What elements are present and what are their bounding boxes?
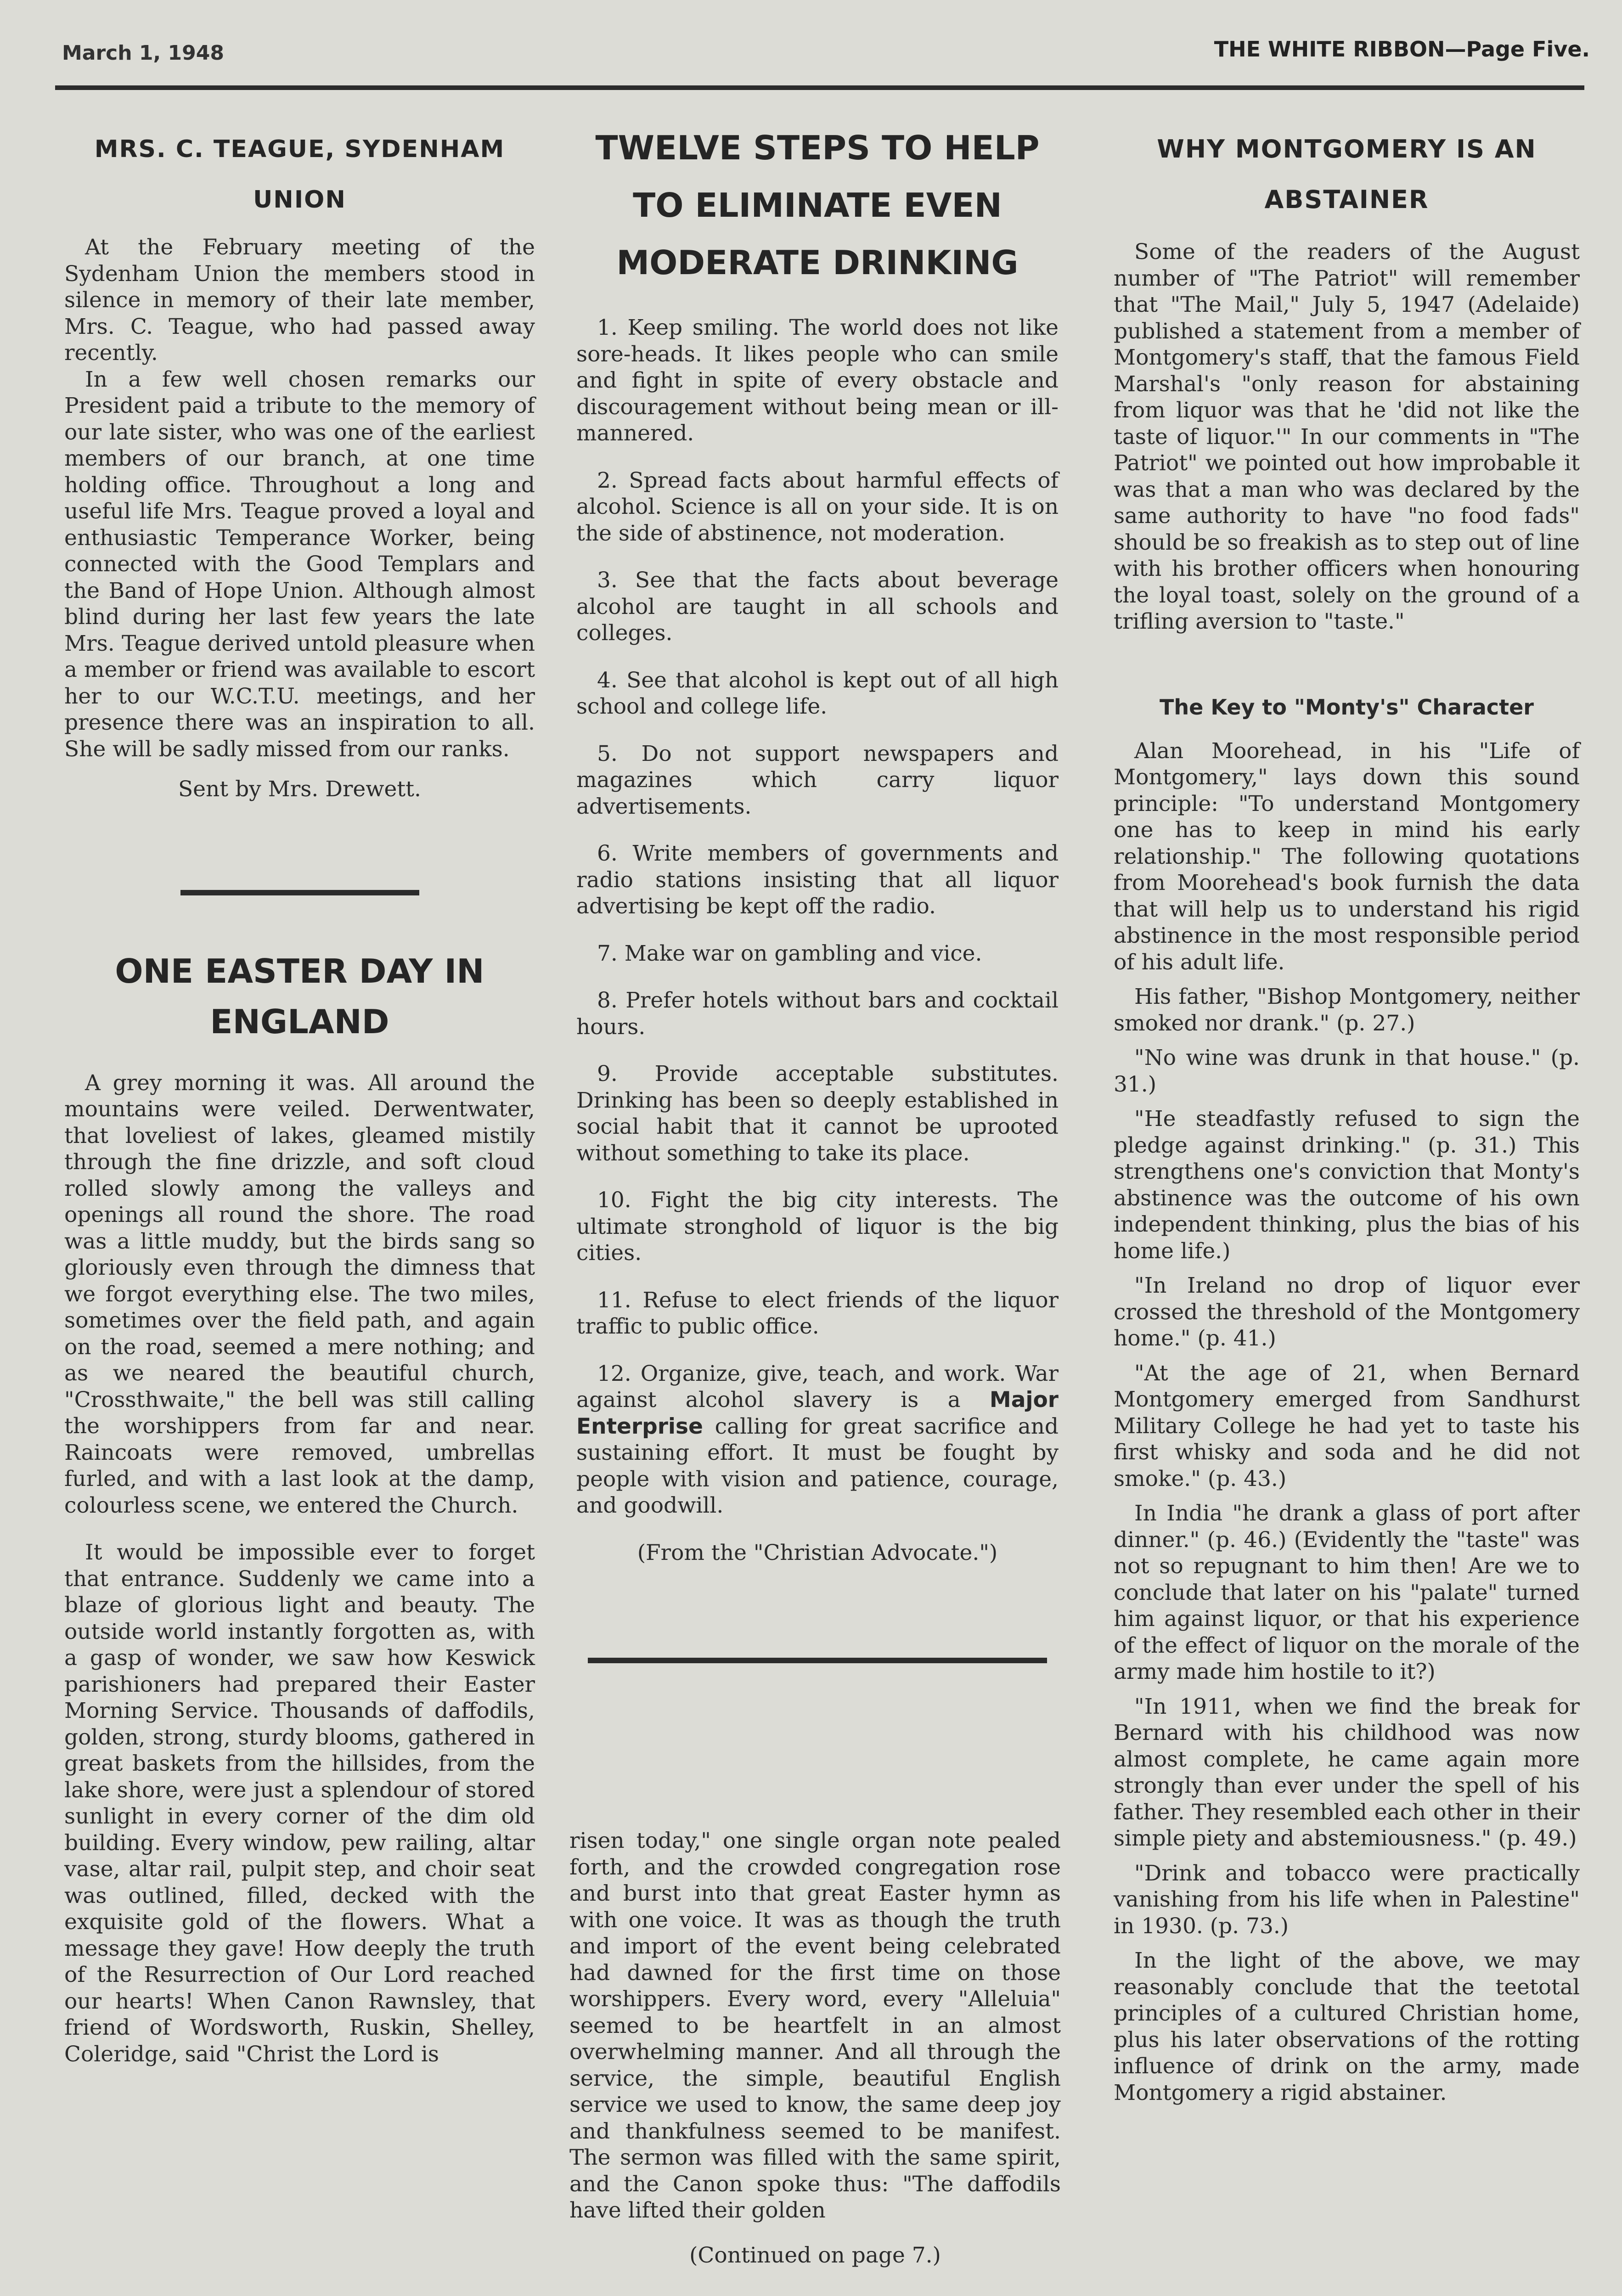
step-item: 3. See that the facts about beverage alcohol are taught in all schools and colleges.: [576, 568, 1059, 646]
teague-title-line1: MRS. C. TEAGUE, SYDENHAM: [94, 135, 505, 163]
column-middle: [576, 119, 1059, 1663]
montgomery-paragraph: "At the age of 21, when Bernard Montgomery emerged from Sandhurst Military College he had yet to taste his first whisky and soda and he did not smoke." (p. 43.): [1114, 1360, 1580, 1491]
montgomery-paragraph: "He steadfastly refused to sign the pledge against drinking." (p. 31.) This strengthens one's conviction that Monty's abstinence was the outcome of his own independent thinking, plus the bias of his home life.): [1114, 1106, 1580, 1264]
easter-continuation: risen today," one single organ note pealed forth, and the crowded congregation rose and burst into that great Easter hymn as with one voice. It was as though the truth and import of the event being celebrated had dawned for the first time on those worshippers. Every word, every "Alleluia" seemed to be heartfelt in an almost overwhelming manner. And all through the service, the simple, beautiful English service we used to know, the same deep joy and thankfulness seemed to be manifest. The sermon was filled with the same spirit, and the Canon spoke thus: "The daffodils have lifted their golden: [569, 1828, 1061, 2223]
article-twelve-steps: [576, 119, 1059, 1566]
column-left: [64, 124, 535, 2067]
steps-source: (From the "Christian Advocate."): [637, 1540, 998, 1565]
montgomery-subhead: The Key to "Monty's" Character: [1160, 694, 1534, 720]
steps-title-line3: MODERATE DRINKING: [616, 243, 1019, 282]
step-item: 4. See that alcohol is kept out of all high school and college life.: [576, 667, 1059, 719]
teague-title-line2: UNION: [253, 186, 346, 214]
step-item: 8. Prefer hotels without bars and cocktail hours.: [576, 988, 1059, 1040]
easter-title-line2: ENGLAND: [210, 1002, 389, 1041]
montgomery-title-line1: WHY MONTGOMERY IS AN: [1157, 135, 1537, 163]
publication-page-label: THE WHITE RIBBON—Page Five.: [1214, 37, 1590, 62]
montgomery-paragraph: His father, "Bishop Montgomery, neither smoked nor drank." (p. 27.): [1114, 984, 1580, 1036]
teague-paragraph: At the February meeting of the Sydenham Union the members stood in silence in memory of their late member, Mrs. C. Teague, who had passed away recently.: [64, 235, 535, 366]
step-item: 2. Spread facts about harmful effects of alcohol. Science is all on your side. It is on the side of abstinence, not moderation.: [576, 467, 1059, 546]
easter-title-line1: ONE EASTER DAY IN: [115, 951, 484, 990]
step-item: 9. Provide acceptable substitutes. Drinking has been so deeply established in social habit that it cannot be uprooted without something to take its place.: [576, 1061, 1059, 1166]
header-rule: [55, 85, 1584, 90]
teague-signature: Sent by Mrs. Drewett.: [178, 777, 421, 802]
step-item: 10. Fight the big city interests. The ultimate stronghold of liquor is the big cities.: [576, 1187, 1059, 1266]
step-item: 7. Make war on gambling and vice.: [597, 940, 982, 966]
easter-paragraph: It would be impossible ever to forget that entrance. Suddenly we came into a blaze of glorious light and beauty. The outside world instantly forgotten as, with a gasp of wonder, we saw how Keswick parishioners had prepared their Easter Morning Service. Thousands of daffodils, golden, strong, sturdy blooms, gathered in great baskets from the hillsides, from the lake shore, were just a splendour of stored sunlight in every corner of the dim old building. Every window, pew railing, altar vase, altar rail, pulpit step, and choir seat was outlined, filled, decked with the exquisite gold of the flowers. What a message they gave! How deeply the truth of the Resurrection of Our Lord reached our hearts! When Canon Rawnsley, that friend of Wordsworth, Ruskin, Shelley, Coleridge, said "Christ the Lord is: [64, 1540, 535, 2067]
step-item: 1. Keep smiling. The world does not like sore-heads. It likes people who can smile and fight in spite of every obstacle and discouragement without being mean or ill-mannered.: [576, 315, 1059, 446]
montgomery-intro: Some of the readers of the August number of "The Patriot" will remember that "The Mail," July 5, 1947 (Adelaide) published a statement from a member of Montgomery's staff, that the famous Field Marshal's "only reason for abstaining from liquor was that he 'did not like the taste of liquor.'" In our comments in "The Patriot" we pointed out how improbable it was that a man who was declared by the same authority to have "no food fads" should be so freakish as to step out of line with his brother officers when honouring the loyal toast, solely on the ground of a trifling aversion to "taste.": [1114, 239, 1580, 634]
montgomery-paragraph: "Drink and tobacco were practically vanishing from his life when in Palestine" in 1930. (p. 73.): [1114, 1860, 1580, 1939]
section-rule: [180, 890, 419, 895]
montgomery-paragraph: In India "he drank a glass of port after dinner." (p. 46.) (Evidently the "taste" was not so repugnant to him then! Are we to conclude that later on his "palate" turned him against liquor, or that his experience of the effect of liquor on the morale of the army made him hostile to it?): [1114, 1501, 1580, 1684]
montgomery-paragraph: "In Ireland no drop of liquor ever crossed the threshold of the Montgomery home." (p. 41.): [1114, 1273, 1580, 1351]
step-12-text-end: calling for great sacrifice and sustaining effort. It must be fought by people with vision and patience, courage, and goodwill.: [576, 1413, 1059, 1518]
teague-paragraph: In a few well chosen remarks our President paid a tribute to the memory of our late sister, who was one of the earliest members of our branch, at one time holding office. Throughout a long and useful life Mrs. Teague proved a loyal and enthusiastic Temperance Worker, being connected with the Good Templars and the Band of Hope Union. Although almost blind during her last few years the late Mrs. Teague derived untold pleasure when a member or friend was available to escort her to our W.C.T.U. meetings, and her presence there was an inspiration to all. She will be sadly missed from our ranks.: [64, 366, 535, 762]
step-item: 11. Refuse to elect friends of the liquor traffic to public office.: [576, 1287, 1059, 1339]
easter-paragraph: A grey morning it was. All around the mountains were veiled. Derwentwater, that loveliest of lakes, gleamed mistily through the fine drizzle, and soft cloud rolled slowly among the valleys and openings all round the shore. The road was a little muddy, but the birds sang so gloriously even through the dimness that we forgot everything else. The two miles, sometimes over the field path, and again on the road, seemed a mere nothing; and as we neared the beautiful church, "Crossthwaite," the bell was still calling the worshippers from far and near. Raincoats were removed, umbrellas furled, and with a last look at the damp, colourless scene, we entered the Church.: [64, 1070, 535, 1518]
step-12-bold: Major Enterprise: [576, 1387, 1059, 1439]
article-montgomery: [1114, 124, 1580, 2106]
steps-title-line2: TO ELIMINATE EVEN: [633, 186, 1002, 225]
column-middle-bottom: [569, 1828, 1061, 2268]
montgomery-title-line2: ABSTAINER: [1264, 185, 1429, 214]
column-right: [1114, 124, 1580, 2106]
step-item: 5. Do not support newspapers and magazines which carry liquor advertisements.: [576, 741, 1059, 819]
article-easter: [64, 946, 535, 2068]
issue-date: March 1, 1948: [62, 41, 225, 65]
montgomery-paragraph: "No wine was drunk in that house." (p. 31.): [1114, 1045, 1580, 1097]
article-teague: [64, 124, 535, 803]
montgomery-paragraph: Alan Moorehead, in his "Life of Montgomery," lays down this sound principle: "To understand Montgomery one has to keep in mind his early relationship." The following quotations from Moorehead's book furnish the data that will help us to understand his rigid abstinence in the most responsible period of his adult life.: [1114, 738, 1580, 975]
section-rule: [588, 1658, 1047, 1663]
montgomery-paragraph: "In 1911, when we find the break for Bernard with his childhood was now almost complete, he came again more strongly than ever under the spell of his father. They resembled each other in their simple piety and abstemiousness." (p. 49.): [1114, 1694, 1580, 1851]
step-item: 6. Write members of governments and radio stations insisting that all liquor advertising be kept off the radio.: [576, 841, 1059, 919]
continued-note: (Continued on page 7.): [689, 2242, 941, 2268]
step-item: [576, 1361, 1059, 1519]
steps-title-line1: TWELVE STEPS TO HELP: [595, 129, 1040, 167]
montgomery-paragraph: In the light of the above, we may reasonably conclude that the teetotal principles of a cultured Christian home, plus his later observations of the rotting influence of drink on the army, made Montgomery a rigid abstainer.: [1114, 1948, 1580, 2105]
step-12-text: 12. Organize, give, teach, and work. War against alcohol slavery is a: [576, 1361, 1059, 1412]
